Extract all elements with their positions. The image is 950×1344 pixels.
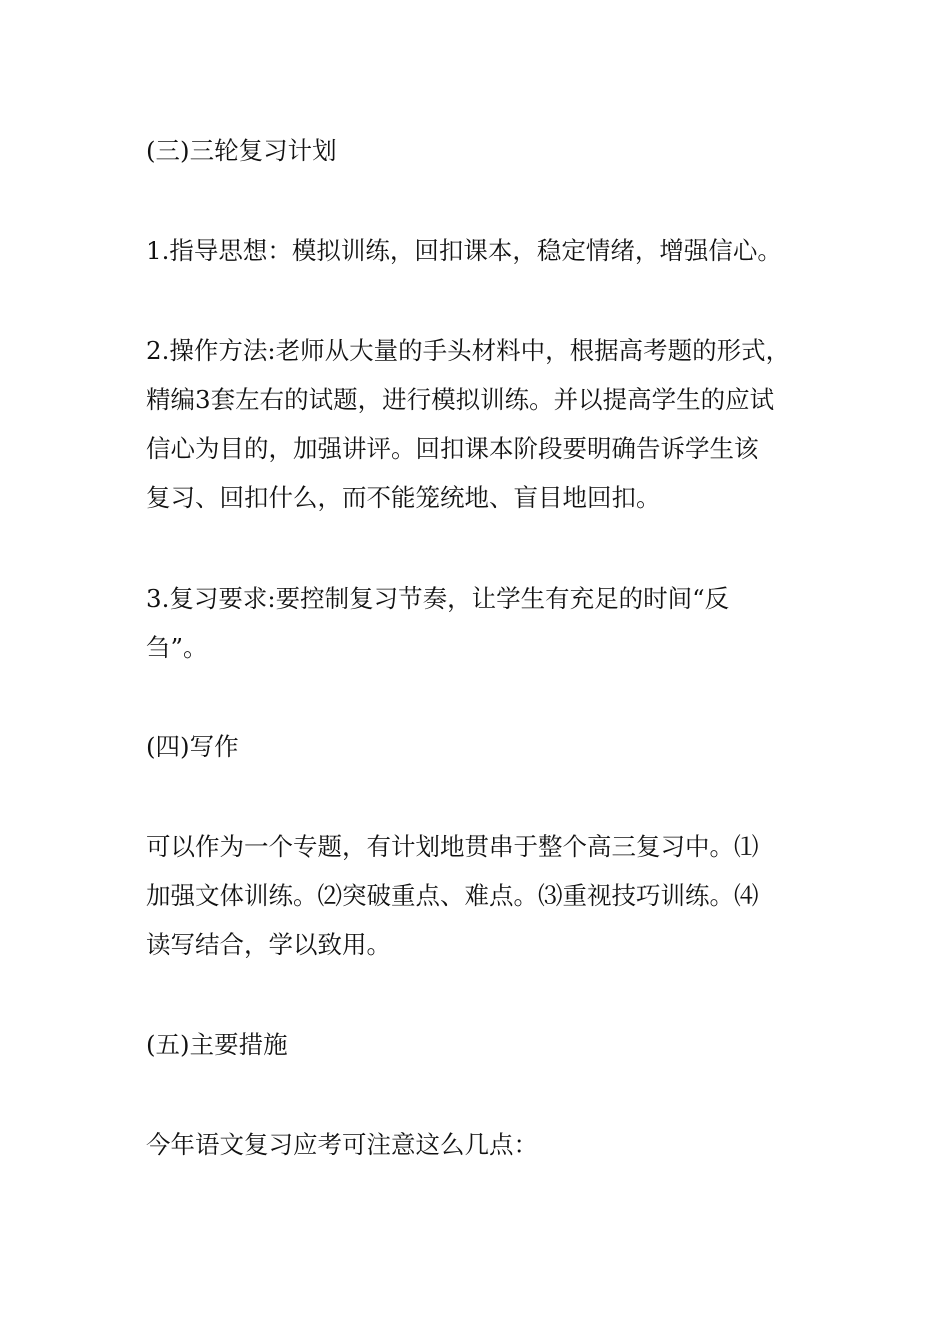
text-line: 可以作为一个专题，有计划地贯串于整个高三复习中。⑴ [146,832,759,861]
text-line: 3.复习要求:要控制复习节奏，让学生有充足的时间“反 [146,584,730,613]
text-line: 2.操作方法:老师从大量的手头材料中，根据高考题的形式， [146,336,791,365]
item-review-requirements [146,574,816,672]
text-line: 刍”。 [146,633,208,662]
item-guiding-thought [146,226,816,275]
section-heading-three [146,126,816,175]
text-line: 1.指导思想：模拟训练，回扣课本，稳定情绪，增强信心。 [146,236,782,265]
writing-paragraph [146,822,816,969]
text-line: (四)写作 [146,732,239,761]
section-heading-four [146,722,816,771]
section-heading-five [146,1020,816,1069]
text-line: 读写结合，学以致用。 [146,930,391,959]
measures-intro [146,1120,816,1169]
text-line: 精编3套左右的试题，进行模拟训练。并以提高学生的应试 [146,385,775,414]
text-line: (三)三轮复习计划 [146,136,337,165]
text-line: 信心为目的，加强讲评。回扣课本阶段要明确告诉学生该 [146,434,759,463]
item-operation-method [146,326,816,522]
text-line: 加强文体训练。⑵突破重点、难点。⑶重视技巧训练。⑷ [146,881,759,910]
text-line: 今年语文复习应考可注意这么几点： [146,1130,538,1159]
text-line: 复习、回扣什么，而不能笼统地、盲目地回扣。 [146,483,661,512]
text-line: (五)主要措施 [146,1030,288,1059]
